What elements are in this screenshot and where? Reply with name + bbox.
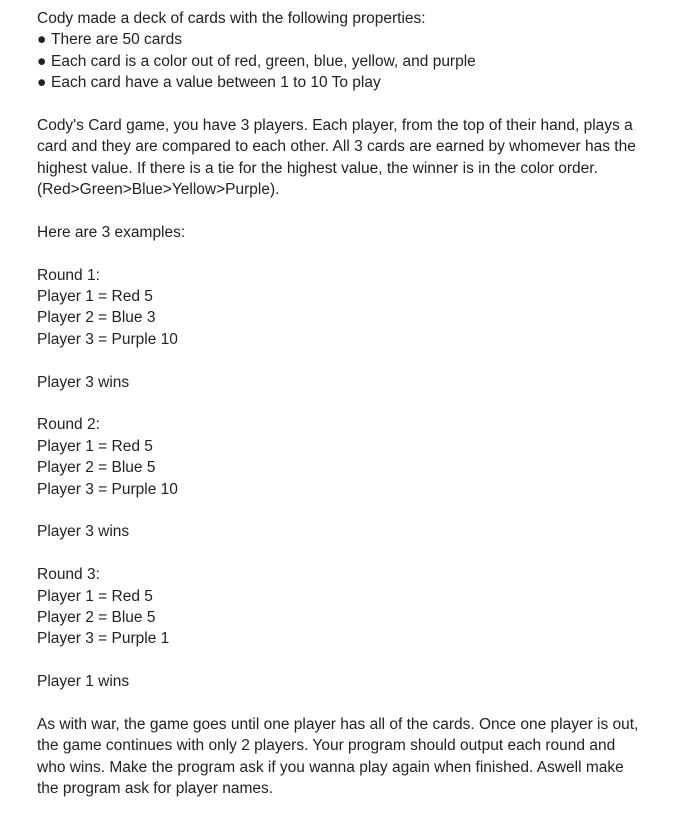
closing-line: the game continues with only 2 players. Your program should output each round and xyxy=(37,737,616,755)
round-play: Player 3 = Purple 1 xyxy=(37,630,170,648)
bullet-icon: ● xyxy=(37,31,47,49)
round-play: Player 3 = Purple 10 xyxy=(37,330,178,348)
bullet-item xyxy=(37,51,677,72)
spacer xyxy=(37,243,677,264)
rules-line: (Red>Green>Blue>Yellow>Purple). xyxy=(37,181,280,199)
round-play: Player 1 = Red 5 xyxy=(37,587,153,605)
rules-line: card and they are compared to each other. All 3 cards are earned by whomever has the xyxy=(37,138,636,156)
round-play: Player 2 = Blue 5 xyxy=(37,608,156,626)
spacer xyxy=(37,94,677,115)
round-result: Player 3 wins xyxy=(37,373,130,391)
round-play: Player 1 = Red 5 xyxy=(37,288,153,306)
bullet-icon: ● xyxy=(37,74,47,92)
closing-line: As with war, the game goes until one player has all of the cards. Once one player is out, xyxy=(37,715,639,733)
round-play: Player 2 = Blue 3 xyxy=(37,309,156,327)
rules-line: Cody's Card game, you have 3 players. Each player, from the top of their hand, plays a xyxy=(37,116,633,134)
round-title: Round 3: xyxy=(37,566,100,584)
bullet-item xyxy=(37,72,677,93)
bullet-text: There are 50 cards xyxy=(51,31,182,49)
round-title: Round 1: xyxy=(37,266,100,284)
spacer xyxy=(37,693,677,714)
spacer xyxy=(37,350,677,371)
round-play: Player 3 = Purple 10 xyxy=(37,480,178,498)
closing-line: who wins. Make the program ask if you wanna play again when finished. Aswell make xyxy=(37,758,624,776)
round-title: Round 2: xyxy=(37,416,100,434)
bullet-icon: ● xyxy=(37,52,47,70)
bullet-item xyxy=(37,29,677,50)
spacer xyxy=(37,650,677,671)
round-result: Player 3 wins xyxy=(37,523,130,541)
rules-line: highest value. If there is a tie for the highest value, the winner is in the color order. xyxy=(37,159,598,177)
spacer xyxy=(37,543,677,564)
round-play: Player 2 = Blue 5 xyxy=(37,459,156,477)
round-result: Player 1 wins xyxy=(37,673,130,691)
bullet-text: Each card have a value between 1 to 10 To play xyxy=(51,74,381,92)
bullet-text: Each card is a color out of red, green, blue, yellow, and purple xyxy=(51,52,476,70)
closing-line: the program ask for player names. xyxy=(37,780,274,798)
examples-intro: Here are 3 examples: xyxy=(37,223,186,241)
spacer xyxy=(37,500,677,521)
round-play: Player 1 = Red 5 xyxy=(37,437,153,455)
intro-heading: Cody made a deck of cards with the following properties: xyxy=(37,10,426,27)
document-body xyxy=(37,8,677,799)
spacer xyxy=(37,393,677,414)
spacer xyxy=(37,201,677,222)
